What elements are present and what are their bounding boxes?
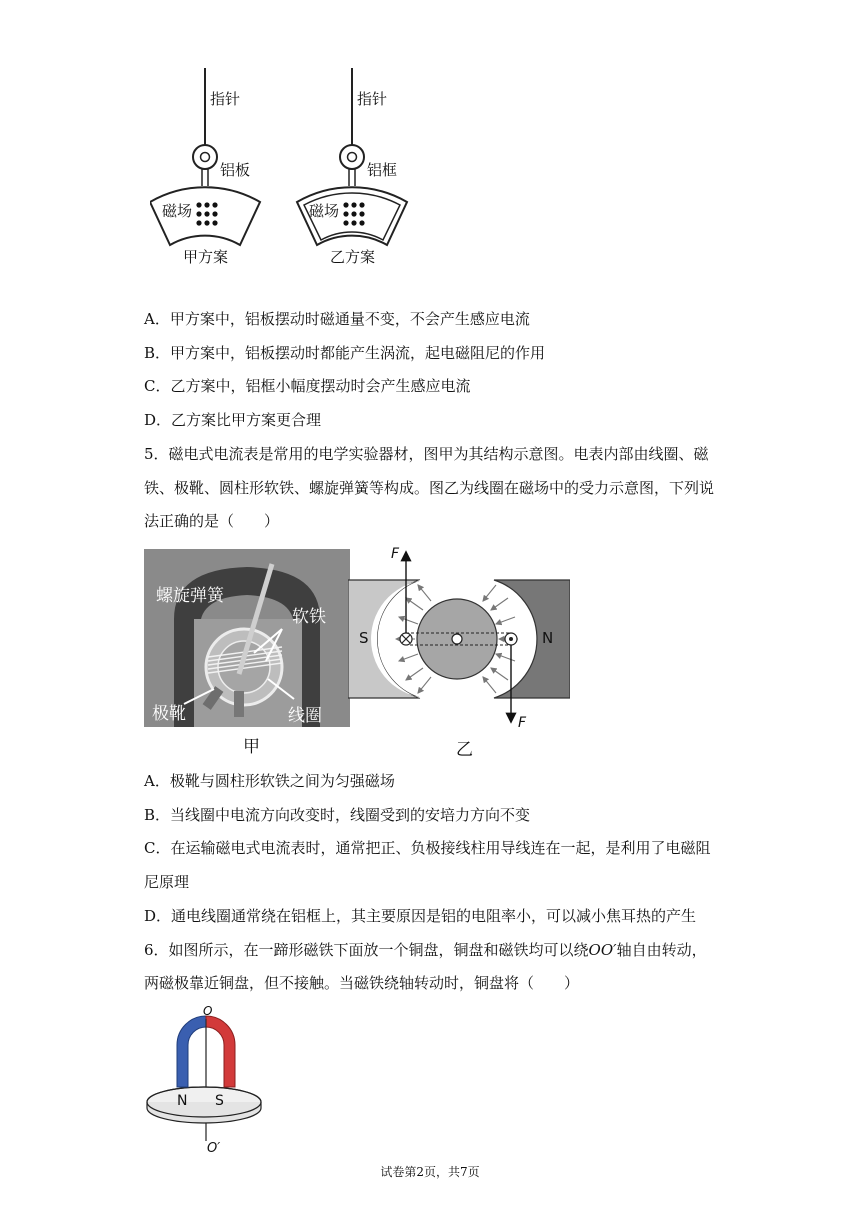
q5-option-a: A．极靴与圆柱形软铁之间为匀强磁场 xyxy=(144,772,395,790)
pole-n: N xyxy=(177,1093,188,1109)
pole-n-label: N xyxy=(542,629,554,647)
q5-option-d: D．通电线圈通常绕在铝框上，其主要原因是铝的电阻率小，可以减小焦耳热的产生 xyxy=(144,907,697,925)
axis-bottom-label: O′ xyxy=(207,1141,221,1155)
q5-option-c: C．在运输磁电式电流表时，通常把正、负极接线柱用导线连在一起，是利用了电磁阻 xyxy=(144,839,711,857)
q5-option-b: B．当线圈中电流方向改变时，线圈受到的安培力方向不变 xyxy=(144,806,531,824)
caption-yi: 乙 xyxy=(456,740,473,760)
current-out-of-page-icon xyxy=(505,633,517,645)
label-spring: 螺旋弹簧 xyxy=(156,586,224,606)
q5-option-c-cont: 尼原理 xyxy=(144,873,190,891)
caption-jia: 甲 xyxy=(243,737,260,757)
ammeter-photo xyxy=(144,549,350,727)
q6-stem-line-2: 两磁极靠近铜盘，但不接触。当磁铁绕轴转动时，铜盘将（ ） xyxy=(144,974,580,992)
caption-b: 乙方案 xyxy=(330,248,376,266)
scheme-a xyxy=(150,68,260,266)
field-label-a: 磁场 xyxy=(162,202,193,220)
q4-option-d: D．乙方案比甲方案更合理 xyxy=(144,411,322,429)
q5-stem-line-2: 铁、极靴、圆柱形软铁、螺旋弹簧等构成。图乙为线圈在磁场中的受力示意图，下列说 xyxy=(144,479,715,497)
q4-option-a: A．甲方案中，铝板摆动时磁通量不变，不会产生感应电流 xyxy=(144,310,530,328)
label-coil: 线圈 xyxy=(288,706,322,726)
q6-stem-line-1 xyxy=(144,940,707,960)
label-pole-shoe: 极靴 xyxy=(152,704,186,724)
field-label-b: 磁场 xyxy=(309,202,340,220)
pole-s: S xyxy=(215,1093,224,1109)
q4-option-c: C．乙方案中，铝框小幅度摆动时会产生感应电流 xyxy=(144,377,471,395)
label-soft-iron: 软铁 xyxy=(292,607,326,627)
force-label-up: F xyxy=(391,546,400,562)
page-footer: 试卷第2页，共7页 xyxy=(380,1165,480,1179)
pole-s-label: S xyxy=(359,629,369,647)
scheme-b xyxy=(297,68,407,266)
magnet-disk-figure xyxy=(143,1005,268,1155)
current-into-page-icon xyxy=(400,633,412,645)
plate-label-a: 铝板 xyxy=(220,161,251,179)
q5-stem-line-3: 法正确的是（ ） xyxy=(144,512,280,530)
needle-label-b: 指针 xyxy=(357,90,388,108)
figure-damping-schemes xyxy=(150,60,440,275)
caption-a: 甲方案 xyxy=(183,248,229,266)
q4-option-b: B．甲方案中，铝板摆动时都能产生涡流，起电磁阻尼的作用 xyxy=(144,344,546,362)
q6-stem-suffix: 轴自由转动， xyxy=(616,941,707,959)
q5-stem-line-1: 5．磁电式电流表是常用的电学实验器材，图甲为其结构示意图。电表内部由线圈、磁 xyxy=(144,445,709,463)
q6-axis: OO′ xyxy=(588,941,617,959)
plate-label-b: 铝框 xyxy=(367,161,398,179)
needle-label-a: 指针 xyxy=(210,90,241,108)
force-label-down: F xyxy=(518,715,527,731)
coil-force-diagram xyxy=(348,545,570,735)
axis-top-label: O xyxy=(203,1005,213,1018)
q6-stem-prefix: 6．如图所示，在一蹄形磁铁下面放一个铜盘，铜盘和磁铁均可以绕 xyxy=(144,941,589,959)
